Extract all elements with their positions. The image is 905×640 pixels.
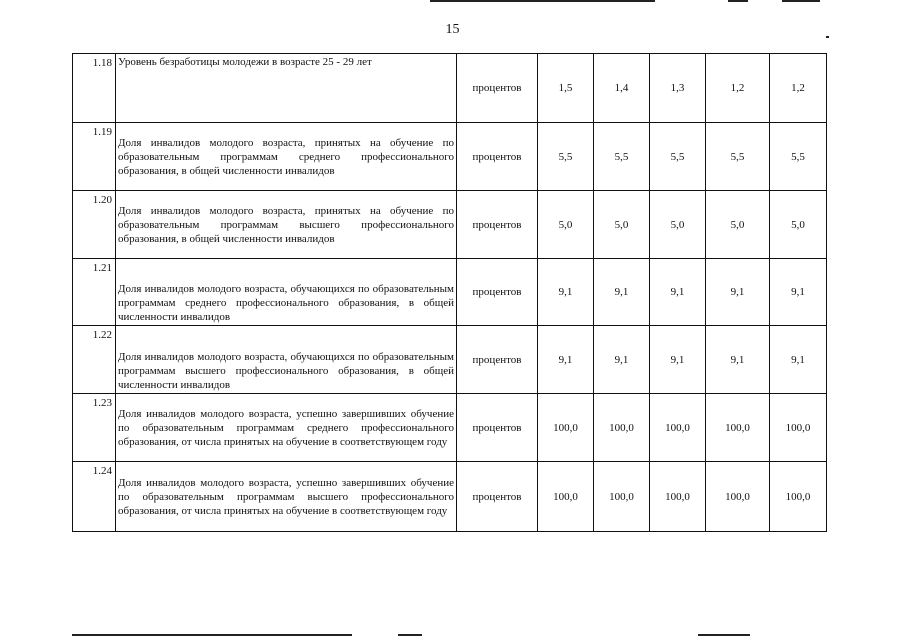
unit-cell: процентов <box>457 394 538 462</box>
value-cell: 5,0 <box>770 191 827 259</box>
value-cell: 5,0 <box>650 191 706 259</box>
row-number: 1.21 <box>73 259 116 326</box>
value-cell: 5,0 <box>706 191 770 259</box>
scan-artifact-top-2 <box>728 0 748 2</box>
table-row <box>73 394 827 462</box>
value-cell: 100,0 <box>538 462 594 532</box>
value-cell: 100,0 <box>770 394 827 462</box>
row-number: 1.19 <box>73 123 116 191</box>
value-cell: 100,0 <box>538 394 594 462</box>
value-cell: 100,0 <box>650 394 706 462</box>
row-number: 1.24 <box>73 462 116 532</box>
table-row <box>73 326 827 394</box>
value-cell: 9,1 <box>650 259 706 326</box>
scan-artifact-bottom-1 <box>72 634 352 636</box>
unit-cell: процентов <box>457 326 538 394</box>
value-cell: 1,3 <box>650 54 706 123</box>
unit-cell: процентов <box>457 259 538 326</box>
unit-cell: процентов <box>457 462 538 532</box>
table-row <box>73 54 827 123</box>
value-cell: 9,1 <box>538 259 594 326</box>
table-row <box>73 259 827 326</box>
value-cell: 9,1 <box>650 326 706 394</box>
row-number: 1.23 <box>73 394 116 462</box>
value-cell: 5,0 <box>594 191 650 259</box>
value-cell: 100,0 <box>706 462 770 532</box>
unit-cell: процентов <box>457 54 538 123</box>
value-cell: 5,5 <box>770 123 827 191</box>
page-number: 15 <box>445 22 460 37</box>
value-cell: 1,2 <box>770 54 827 123</box>
scan-artifact-bottom-2 <box>398 634 422 636</box>
value-cell: 9,1 <box>706 326 770 394</box>
value-cell: 5,5 <box>594 123 650 191</box>
indicator-name: Доля инвалидов молодого возраста, успешно завершивших обучение по образовательным программам высшего профессионального образования, от числа принятых на обучение в соответствующем году <box>116 462 457 532</box>
value-cell: 100,0 <box>594 394 650 462</box>
value-cell: 5,5 <box>650 123 706 191</box>
table-row <box>73 191 827 259</box>
row-number: 1.18 <box>73 54 116 123</box>
unit-cell: процентов <box>457 123 538 191</box>
indicators-table <box>72 53 827 532</box>
indicator-name: Доля инвалидов молодого возраста, успешно завершивших обучение по образовательным программам среднего профессионального образования, от числа принятых на обучение в соответствующем году <box>116 394 457 462</box>
indicator-name: Доля инвалидов молодого возраста, обучающихся по образовательным программам высшего профессионального образования, в общей численности инвалидов <box>116 326 457 394</box>
table-row <box>73 462 827 532</box>
value-cell: 5,5 <box>538 123 594 191</box>
value-cell: 9,1 <box>770 259 827 326</box>
value-cell: 100,0 <box>594 462 650 532</box>
value-cell: 1,4 <box>594 54 650 123</box>
value-cell: 5,5 <box>706 123 770 191</box>
row-number: 1.22 <box>73 326 116 394</box>
value-cell: 5,0 <box>538 191 594 259</box>
indicator-name: Доля инвалидов молодого возраста, принятых на обучение по образовательным программам высшего профессионального образования, в общей численности инвалидов <box>116 191 457 259</box>
indicator-name: Доля инвалидов молодого возраста, обучающихся по образовательным программам среднего профессионального образования, в общей численности инвалидов <box>116 259 457 326</box>
value-cell: 100,0 <box>650 462 706 532</box>
table-row <box>73 123 827 191</box>
value-cell: 100,0 <box>770 462 827 532</box>
value-cell: 9,1 <box>538 326 594 394</box>
indicator-name: Уровень безработицы молодежи в возрасте 25 - 29 лет <box>116 54 457 123</box>
value-cell: 9,1 <box>770 326 827 394</box>
indicator-name: Доля инвалидов молодого возраста, принятых на обучение по образовательным программам среднего профессионального образования, в общей численности инвалидов <box>116 123 457 191</box>
scan-artifact-top-1 <box>430 0 655 2</box>
value-cell: 9,1 <box>594 326 650 394</box>
value-cell: 1,5 <box>538 54 594 123</box>
value-cell: 1,2 <box>706 54 770 123</box>
value-cell: 9,1 <box>706 259 770 326</box>
scan-artifact-bottom-3 <box>698 634 750 636</box>
scan-artifact-top-3 <box>782 0 820 2</box>
value-cell: 100,0 <box>706 394 770 462</box>
value-cell: 9,1 <box>594 259 650 326</box>
unit-cell: процентов <box>457 191 538 259</box>
row-number: 1.20 <box>73 191 116 259</box>
